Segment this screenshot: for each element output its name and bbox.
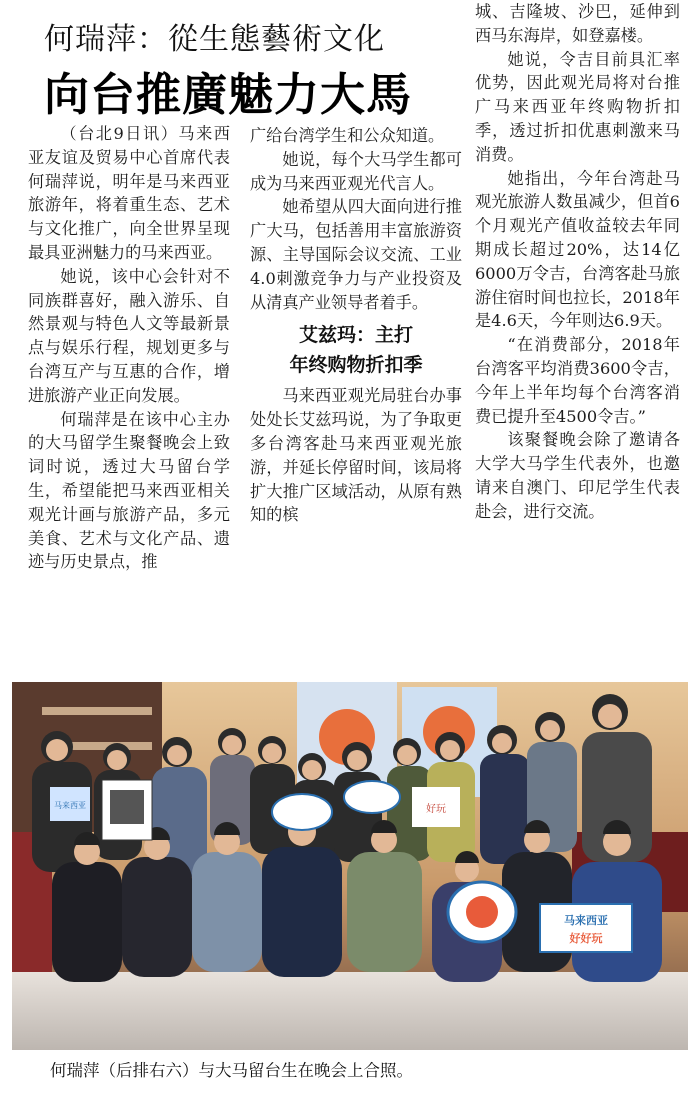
paragraph: 她指出，今年台湾赴马观光旅游人数虽减少，但首6个月观光产值收益较去年同期成长超过20%，达14亿6000万令吉，台湾客赴马旅游住宿时间也拉长，2018年是4.6天，今年则达6.9天。 [475, 168, 680, 331]
subhead-line-1: 艾兹玛：主打 [298, 324, 413, 347]
paragraph: 她说，每个大马学生都可成为马来西亚观光代言人。 [250, 149, 462, 193]
paragraph: （台北9日讯）马来西亚友谊及贸易中心首席代表何瑞萍说，明年是马来西亚旅游年，将着重生态、艺术与文化推广，向全世界呈现最具亚洲魅力的马来西亚。 [28, 124, 230, 262]
subhead [250, 320, 462, 380]
sign-center-text: 好玩 [426, 804, 446, 815]
paragraph: 马来西亚观光局驻台办事处处长艾兹玛说，为了争取更多台湾客赴马来西亚观光旅游，并延长停留时间，该局将扩大推广区域活动，从原有熟知的槟 [250, 386, 462, 525]
sign-left-text: 马来西亚 [54, 801, 86, 810]
group-photo [12, 682, 688, 1050]
headline-block [44, 20, 464, 122]
sign-right-text-2: 好好玩 [569, 932, 603, 945]
paragraph: 何瑞萍是在该中心主办的大马留学生聚餐晚会上致词时说，透过大马留台学生，希望能把马来西亚相关观光计画与旅游产品，多元美食、艺术与文化产品、遗迹与历史景点，推 [28, 409, 230, 572]
paragraph: 该聚餐晚会除了邀请各大学大马学生代表外，也邀请来自澳门、印尼学生代表赴会，进行交流。 [475, 430, 680, 521]
paragraph: 她说，该中心会针对不同族群喜好，融入游乐、自然景观与特色人文等最新景点与娱乐行程，规划更多与台湾互产与互惠的合作，增进旅游产业正向发展。 [28, 266, 230, 405]
headline-kicker: 何瑞萍：從生態藝術文化 [44, 22, 385, 57]
paragraph: 她说，令吉目前具汇率优势，因此观光局将对台推广马来西亚年终购物折扣季，透过折扣优惠刺激来马消费。 [475, 49, 680, 164]
headline-title: 向台推廣魅力大馬 [44, 68, 413, 121]
paragraph: 她希望从四大面向进行推广大马，包括善用丰富旅游资源、主导国际会议交流、工业4.0刺激竞争力与产业投资及从清真产业领导者着手。 [250, 197, 462, 312]
article-column-2 [250, 124, 462, 527]
group-photo-illustration [12, 682, 688, 1050]
photo-caption: 何瑞萍（后排右六）与大马留台生在晚会上合照。 [50, 1061, 413, 1080]
article-column-1 [28, 122, 230, 574]
paragraph: 广给台湾学生和公众知道。 [250, 126, 445, 145]
paragraph: “在消费部分，2018年台湾客平均消费3600令吉，今年上半年均每个台湾客消费已提升至4500令吉。” [475, 335, 680, 426]
subhead-line-2: 年终购物折扣季 [289, 354, 423, 377]
article-column-3 [475, 0, 680, 524]
paragraph: 城、吉隆坡、沙巴，延伸到西马东海岸，如登嘉楼。 [475, 2, 680, 45]
sign-right-text: 马来西亚 [564, 914, 608, 927]
